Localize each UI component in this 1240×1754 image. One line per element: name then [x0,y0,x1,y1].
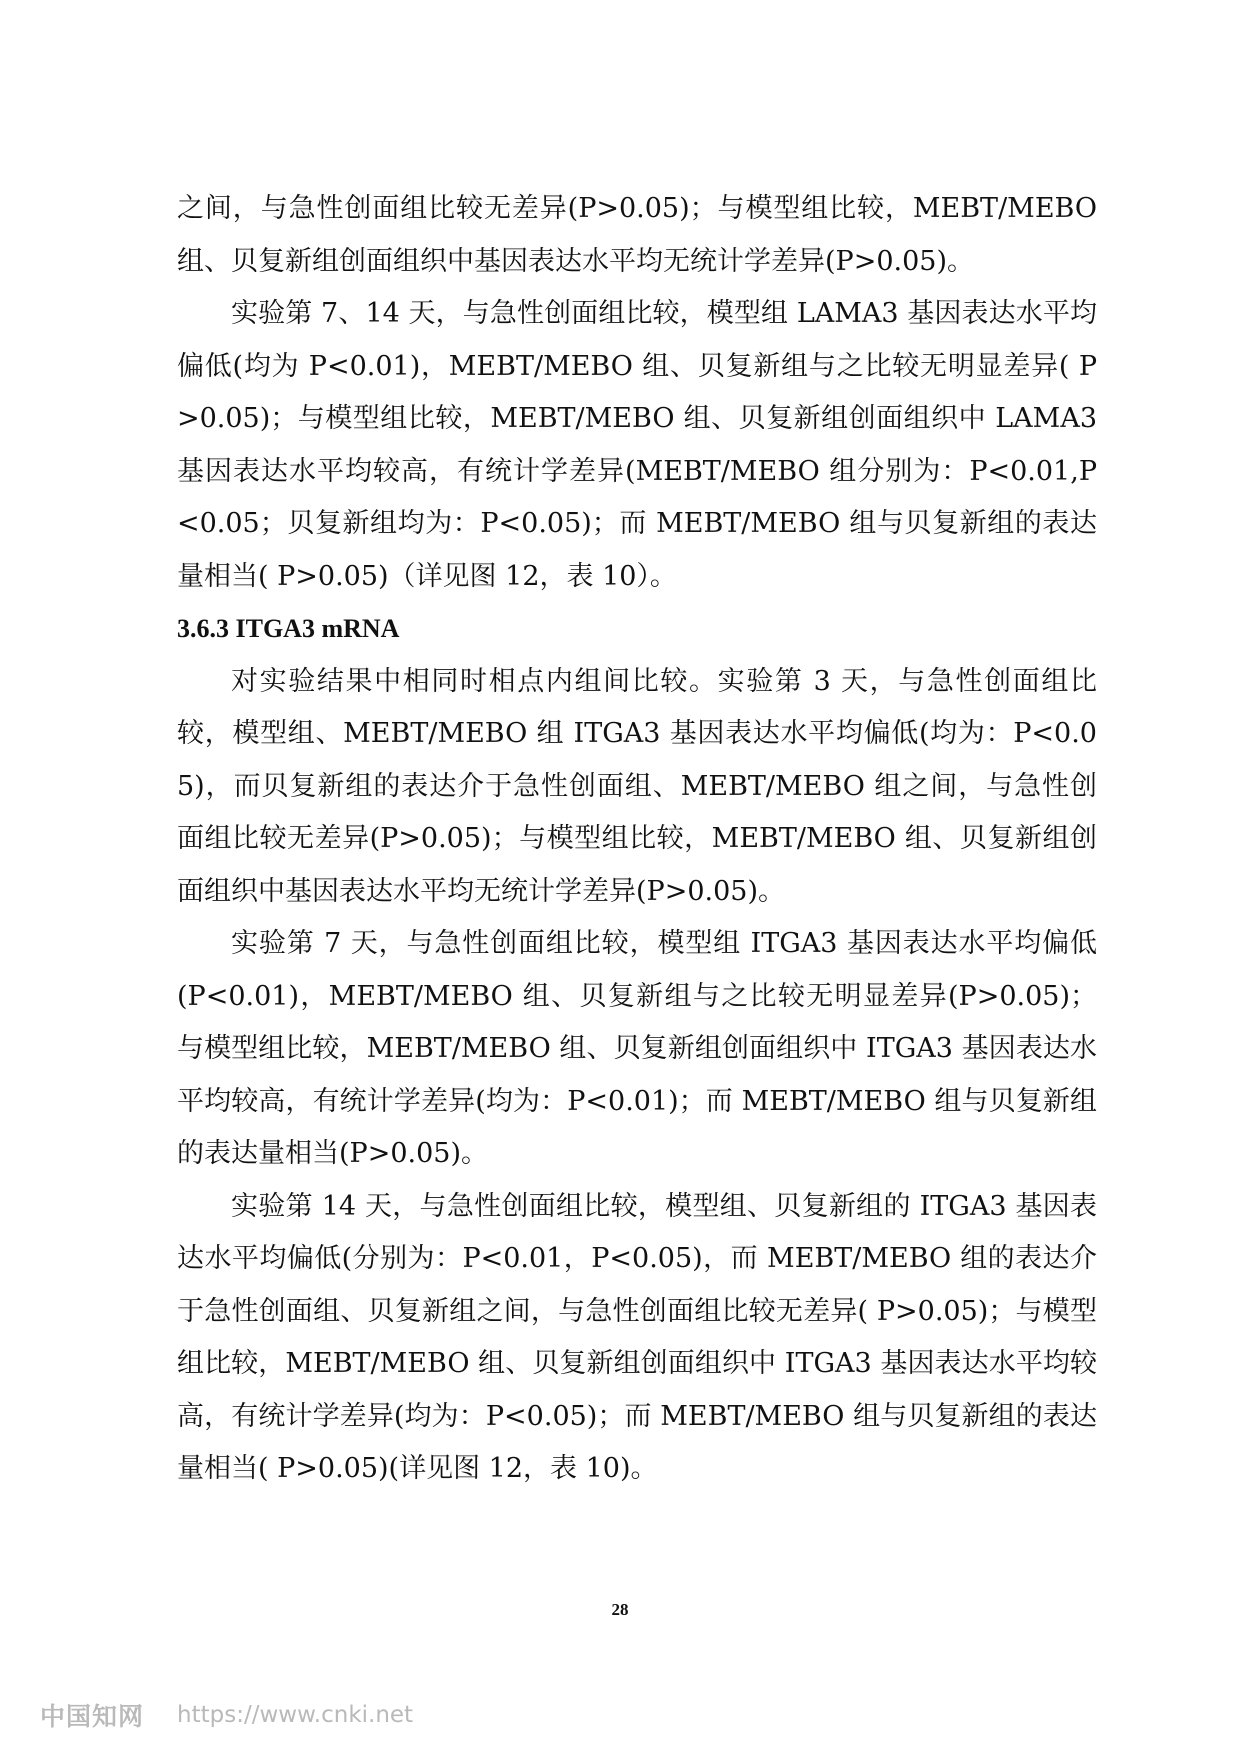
footer-url-link[interactable]: https://www.cnki.net [177,1702,414,1728]
page-number: 28 [611,1600,629,1619]
paragraph-continuation: 之间，与急性创面组比较无差异(P>0.05)；与模型组比较，MEBT/MEBO组、贝复新组创面组织中基因表达水平均无统计学差异(P>0.05)。 [177,193,1097,277]
paragraph-itga3-day14: 实验第 14 天，与急性创面组比较，模型组、贝复新组的 ITGA3 基因表达水平均偏低(分别为：P<0.01，P<0.05)，而 MEBT/MEBO 组的表达介于急性创面组、贝复新组之间，与急性创面组比较无差异( P>0.05)；与模型组比较，MEBT/MEBO 组、贝复新组创面组织中 ITGA3 基因表达水平均较高，有统计学差异(均为：P<0.05)；而 MEBT/MEBO 组与贝复新组的表达量相当( P>0.05)(详见图 12，表 10)。 [177,1190,1097,1484]
body-text [177,183,1097,1496]
footer-watermark [40,1700,413,1730]
cnki-logo: 中国知网 [40,1702,145,1731]
section-heading-itga3: 3.6.3 ITGA3 mRNA [177,614,400,643]
paragraph-itga3-day7: 实验第 7 天，与急性创面组比较，模型组 ITGA3 基因表达水平均偏低(P<0.01)，MEBT/MEBO 组、贝复新组与之比较无明显差异(P>0.05)；与模型组比较，MEBT/MEBO 组、贝复新组创面组织中 ITGA3 基因表达水平均较高，有统计学差异(均为：P<0.01)；而 MEBT/MEBO 组与贝复新组的表达量相当(P>0.05)。 [177,928,1097,1169]
paragraph-lama3-day7-14: 实验第 7、14 天，与急性创面组比较，模型组 LAMA3 基因表达水平均偏低(均为 P<0.01)，MEBT/MEBO 组、贝复新组与之比较无明显差异( P>0.05)；与模型组比较，MEBT/MEBO 组、贝复新组创面组织中 LAMA3 基因表达水平均较高，有统计学差异(MEBT/MEBO 组分别为：P<0.01,P<0.05；贝复新组均为：P<0.05)；而 MEBT/MEBO 组与贝复新组的表达量相当( P>0.05)（详见图 12，表 10）。 [177,298,1097,592]
paragraph-itga3-day3: 对实验结果中相同时相点内组间比较。实验第 3 天，与急性创面组比较，模型组、MEBT/MEBO 组 ITGA3 基因表达水平均偏低(均为：P<0.05)，而贝复新组的表达介于急性创面组、MEBT/MEBO 组之间，与急性创面组比较无差异(P>0.05)；与模型组比较，MEBT/MEBO 组、贝复新组创面组织中基因表达水平均无统计学差异(P>0.05)。 [177,665,1097,907]
